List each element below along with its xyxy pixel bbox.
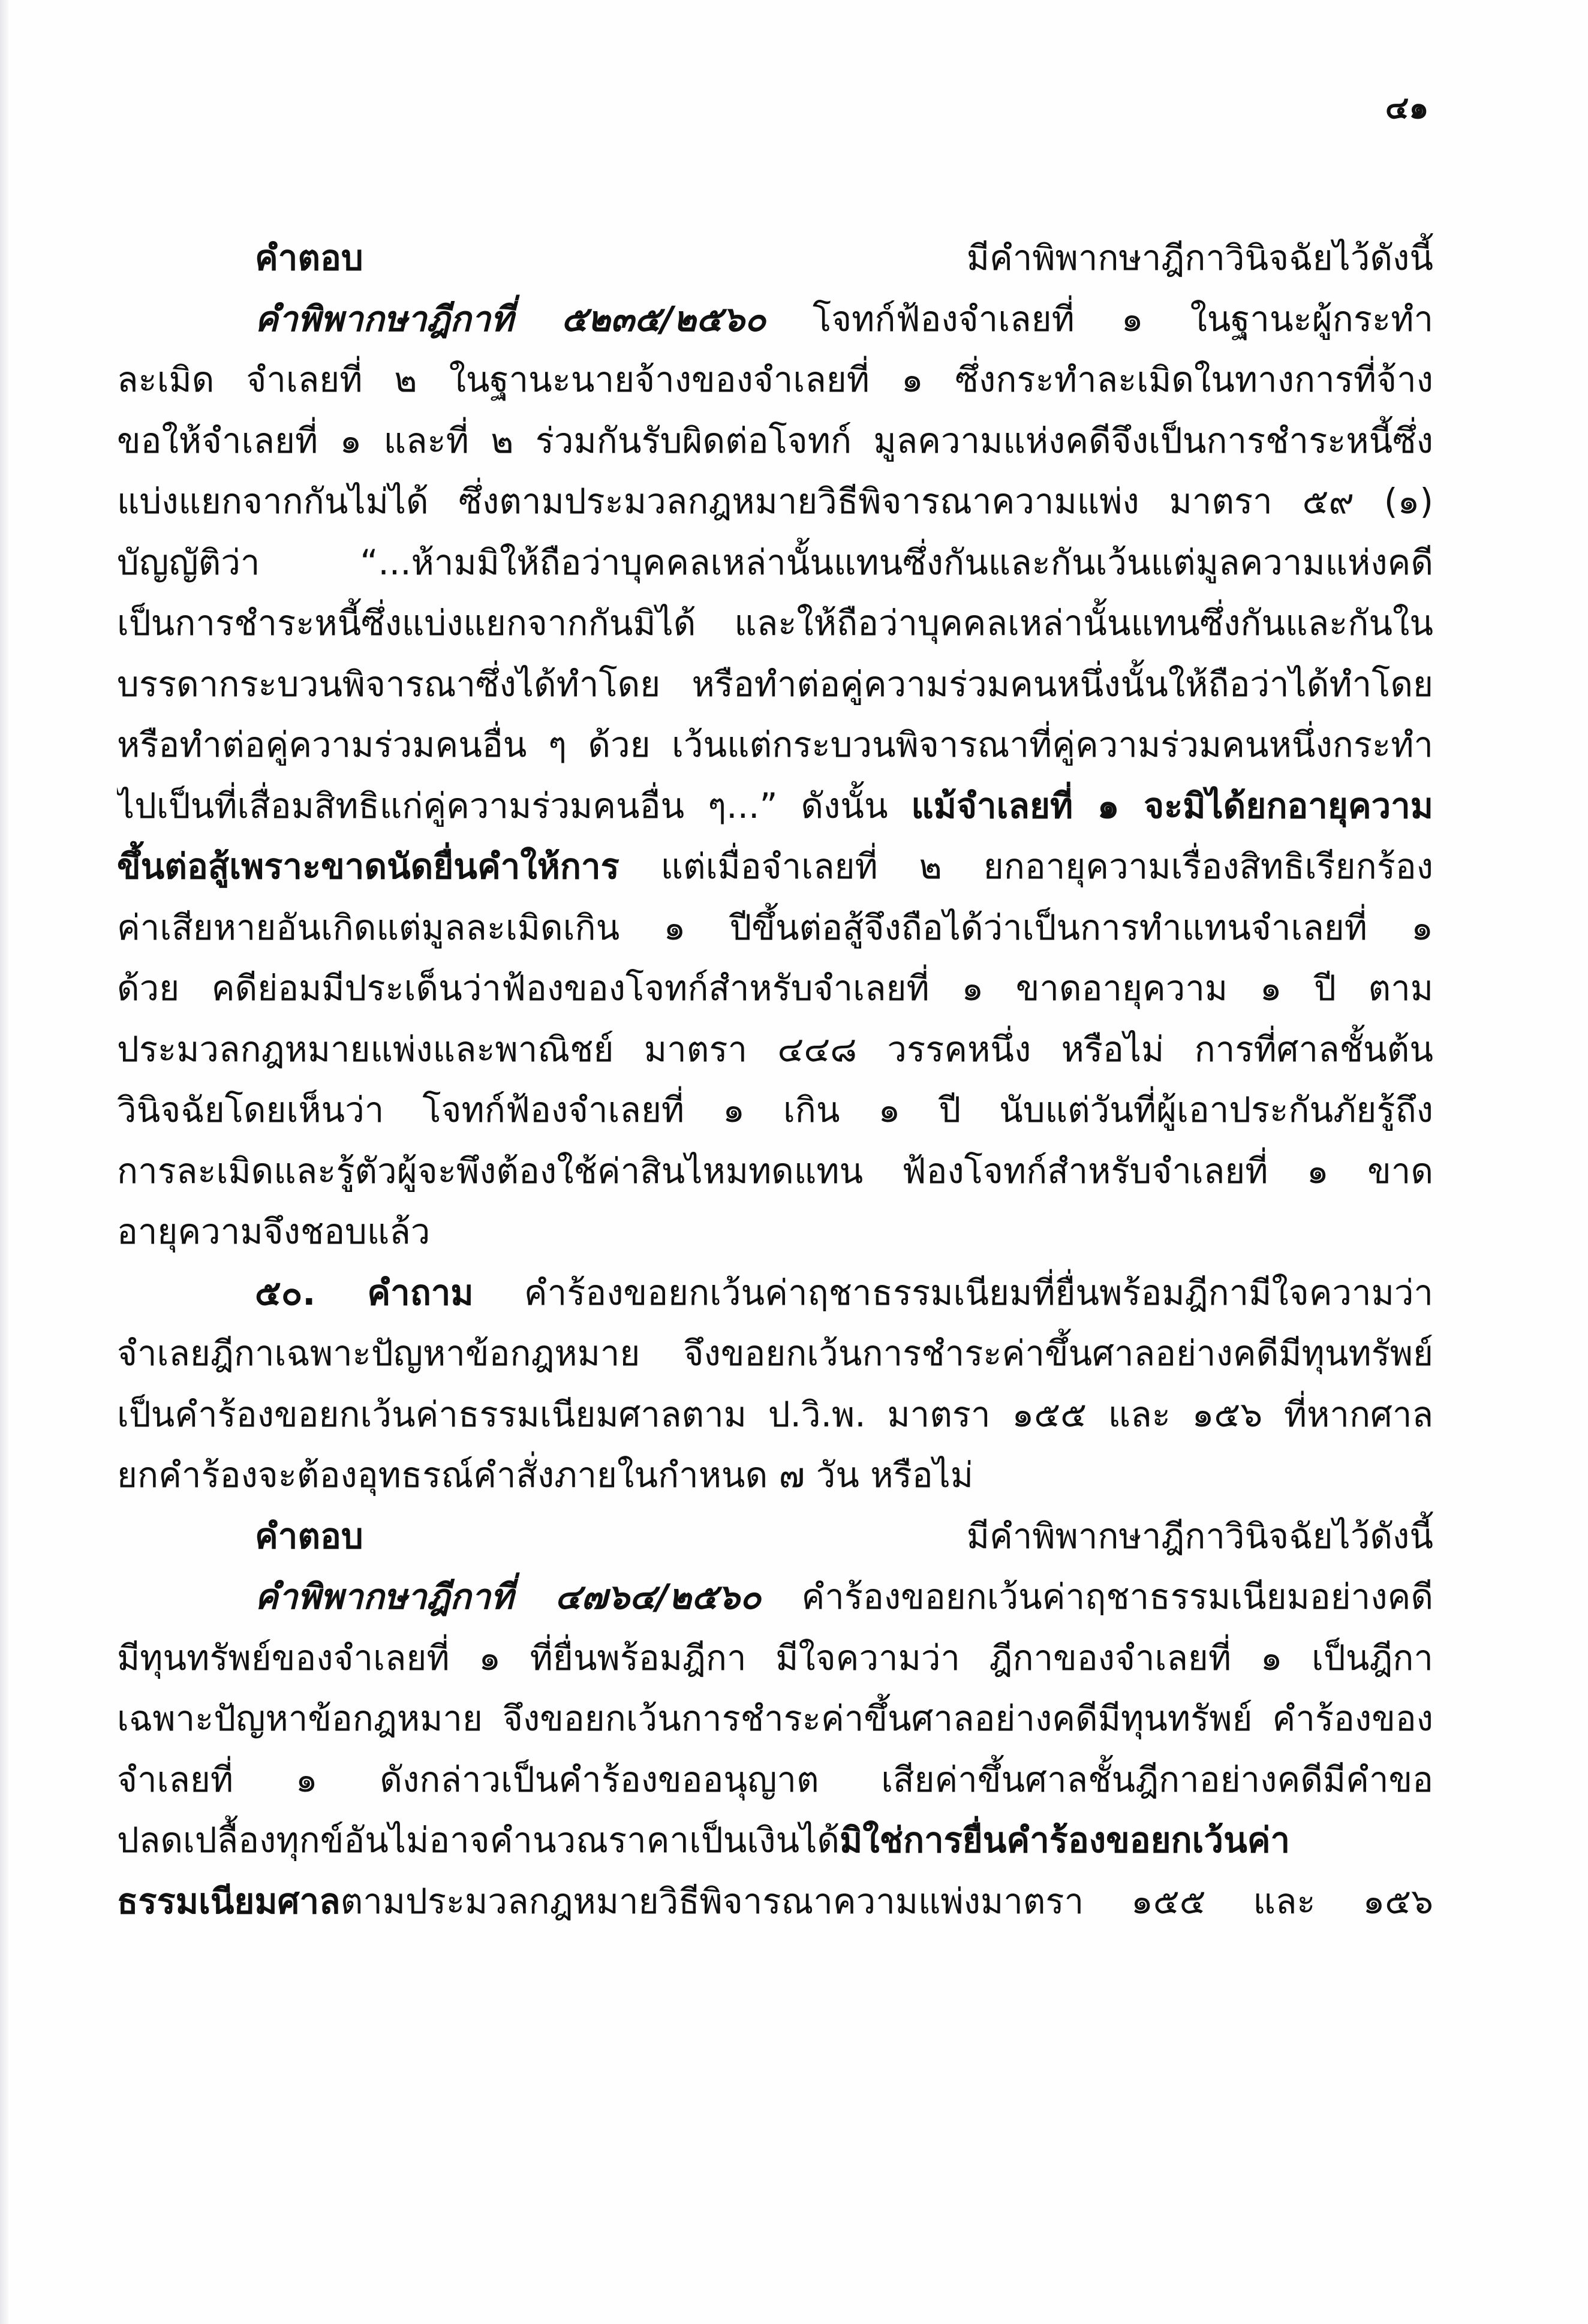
body-text-run: ค่าเสียหายอันเกิดแต่มูลละเมิดเกิน ๑ ปีขึ้นต่อสู้จึงถือได้ว่าเป็นการทำแทนจำเลยที่ ๑ — [117, 907, 1433, 948]
body-text-run: โจทก์ฟ้องจำเลยที่ ๑ ในฐานะผู้กระทำ — [766, 298, 1433, 339]
emphasis-text: แม้จำเลยที่ ๑ จะมิได้ยกอายุความ — [911, 785, 1433, 826]
text-line — [117, 1141, 1433, 1202]
text-line — [117, 228, 1433, 289]
text-line — [117, 1688, 1433, 1750]
text-line — [117, 1750, 1433, 1811]
body-text-run: จำเลยฎีกาเฉพาะปัญหาข้อกฎหมาย จึงขอยกเว้นการชำระค่าขึ้นศาลอย่างคดีมีทุนทรัพย์ — [117, 1333, 1433, 1374]
text-line — [117, 1445, 1433, 1506]
text-line — [117, 958, 1433, 1019]
body-text-run: คำร้องขอยกเว้นค่าฤชาธรรมเนียมอย่างคดี — [761, 1576, 1433, 1617]
text-line — [117, 654, 1433, 715]
body-text-run: ปลดเปลื้องทุกข์อันไม่อาจคำนวณราคาเป็นเงินได้ — [117, 1820, 840, 1861]
text-line — [117, 776, 1433, 837]
body-text-run: จำเลยที่ ๑ ดังกล่าวเป็นคำร้องขออนุญาต เสียค่าขึ้นศาลชั้นฎีกาอย่างคดีมีคำขอ — [117, 1759, 1433, 1800]
emphasis-text: มิใช่การยื่นคำร้องขอยกเว้นค่า — [840, 1820, 1291, 1861]
text-line — [117, 289, 1433, 350]
body-text-run: แบ่งแยกจากกันไม่ได้ ซึ่งตามประมวลกฎหมายวิธีพิจารณาความแพ่ง มาตรา ๕๙ (๑) — [117, 481, 1433, 522]
body-text-run: แต่เมื่อจำเลยที่ ๒ ยกอายุความเรื่องสิทธิเรียกร้อง — [619, 846, 1433, 887]
emphasis-text: ๕๐. คำถาม — [255, 1272, 474, 1313]
body-text-run: ไปเป็นที่เสื่อมสิทธิแก่คู่ความร่วมคนอื่น ๆ...” ดังนั้น — [117, 785, 912, 826]
body-text-run: คำร้องขอยกเว้นค่าฤชาธรรมเนียมที่ยื่นพร้อมฎีกามีใจความว่า — [473, 1272, 1433, 1313]
emphasis-text: คำตอบ — [255, 1515, 363, 1557]
text-line — [117, 715, 1433, 776]
text-line — [117, 1810, 1433, 1871]
body-text-run: ด้วย คดีย่อมมีประเด็นว่าฟ้องของโจทก์สำหรับจำเลยที่ ๑ ขาดอายุความ ๑ ปี ตาม — [117, 968, 1433, 1009]
body-text-run: อายุความจึงชอบแล้ว — [117, 1211, 431, 1252]
body-text-run: มีทุนทรัพย์ของจำเลยที่ ๑ ที่ยื่นพร้อมฎีกา มีใจความว่า ฎีกาของจำเลยที่ ๑ เป็นฎีกา — [117, 1637, 1433, 1678]
text-line — [117, 1202, 1433, 1263]
body-text-run: มีคำพิพากษาฎีกาวินิจฉัยไว้ดังนี้ — [363, 1515, 1433, 1557]
text-line — [117, 350, 1433, 411]
text-line — [117, 836, 1433, 898]
body-text-run: ขอให้จำเลยที่ ๑ และที่ ๒ ร่วมกันรับผิดต่อโจทก์ มูลความแห่งคดีจึงเป็นการชำระหนี้ซึ่ง — [117, 420, 1433, 461]
text-line — [117, 1263, 1433, 1324]
text-line — [117, 1384, 1433, 1446]
emphasis-text: คำตอบ — [255, 237, 363, 278]
body-text-run: หรือทำต่อคู่ความร่วมคนอื่น ๆ ด้วย เว้นแต่กระบวนพิจารณาที่คู่ความร่วมคนหนึ่งกระทำ — [117, 724, 1433, 765]
text-line — [117, 1506, 1433, 1567]
body-text-run: ละเมิด จำเลยที่ ๒ ในฐานะนายจ้างของจำเลยที่ ๑ ซึ่งกระทำละเมิดในทางการที่จ้าง — [117, 359, 1433, 400]
body-text-run: เฉพาะปัญหาข้อกฎหมาย จึงขอยกเว้นการชำระค่าขึ้นศาลอย่างคดีมีทุนทรัพย์ คำร้องของ — [117, 1698, 1433, 1739]
page-number: ๔๑ — [1385, 90, 1429, 126]
text-line — [117, 593, 1433, 654]
body-text-run: วินิจฉัยโดยเห็นว่า โจทก์ฟ้องจำเลยที่ ๑ เกิน ๑ ปี นับแต่วันที่ผู้เอาประกันภัยรู้ถึง — [117, 1089, 1433, 1130]
body-text-run: การละเมิดและรู้ตัวผู้จะพึงต้องใช้ค่าสินไหมทดแทน ฟ้องโจทก์สำหรับจำเลยที่ ๑ ขาด — [117, 1150, 1433, 1191]
text-line — [117, 1323, 1433, 1384]
text-line — [117, 1080, 1433, 1141]
body-text-run: บัญญัติว่า “...ห้ามมิให้ถือว่าบุคคลเหล่านั้นแทนซึ่งกันและกันเว้นแต่มูลความแห่งคดี — [117, 541, 1433, 583]
body-text-run: ประมวลกฎหมายแพ่งและพาณิชย์ มาตรา ๔๔๘ วรรคหนึ่ง หรือไม่ การที่ศาลชั้นต้น — [117, 1028, 1433, 1070]
body-text-run: ตามประมวลกฎหมายวิธีพิจารณาความแพ่งมาตรา ๑๕๕ และ ๑๕๖ — [340, 1880, 1433, 1922]
text-line — [117, 471, 1433, 532]
text-line — [117, 411, 1433, 472]
body-text-run: บรรดากระบวนพิจารณาซึ่งได้ทำโดย หรือทำต่อคู่ความร่วมคนหนึ่งนั้นให้ถือว่าได้ทำโดย — [117, 663, 1433, 705]
case-citation: คำพิพากษาฎีกาที่ ๔๗๖๔/๒๕๖๐ — [255, 1576, 762, 1617]
body-text-run: เป็นคำร้องขอยกเว้นค่าธรรมเนียมศาลตาม ป.วิ.พ. มาตรา ๑๕๕ และ ๑๕๖ ที่หากศาล — [117, 1393, 1433, 1435]
text-line — [117, 1871, 1433, 1932]
text-line — [117, 532, 1433, 594]
emphasis-text: ขึ้นต่อสู้เพราะขาดนัดยื่นคำให้การ — [117, 846, 619, 887]
body-text-run: เป็นการชำระหนี้ซึ่งแบ่งแยกจากกันมิได้ และให้ถือว่าบุคคลเหล่านั้นแทนซึ่งกันและกันใน — [117, 603, 1433, 643]
text-line — [117, 1019, 1433, 1080]
emphasis-text: ธรรมเนียมศาล — [117, 1880, 341, 1922]
text-line — [117, 898, 1433, 959]
body-text-run: ยกคำร้องจะต้องอุทธรณ์คำสั่งภายในกำหนด ๗ วัน หรือไม่ — [117, 1455, 973, 1495]
case-citation: คำพิพากษาฎีกาที่ ๕๒๓๕/๒๕๖๐ — [255, 298, 766, 339]
text-line — [117, 1628, 1433, 1689]
text-line — [117, 1567, 1433, 1628]
body-text — [117, 228, 1433, 1932]
body-text-run: มีคำพิพากษาฎีกาวินิจฉัยไว้ดังนี้ — [363, 237, 1433, 278]
scan-edge-shadow — [0, 0, 8, 2324]
